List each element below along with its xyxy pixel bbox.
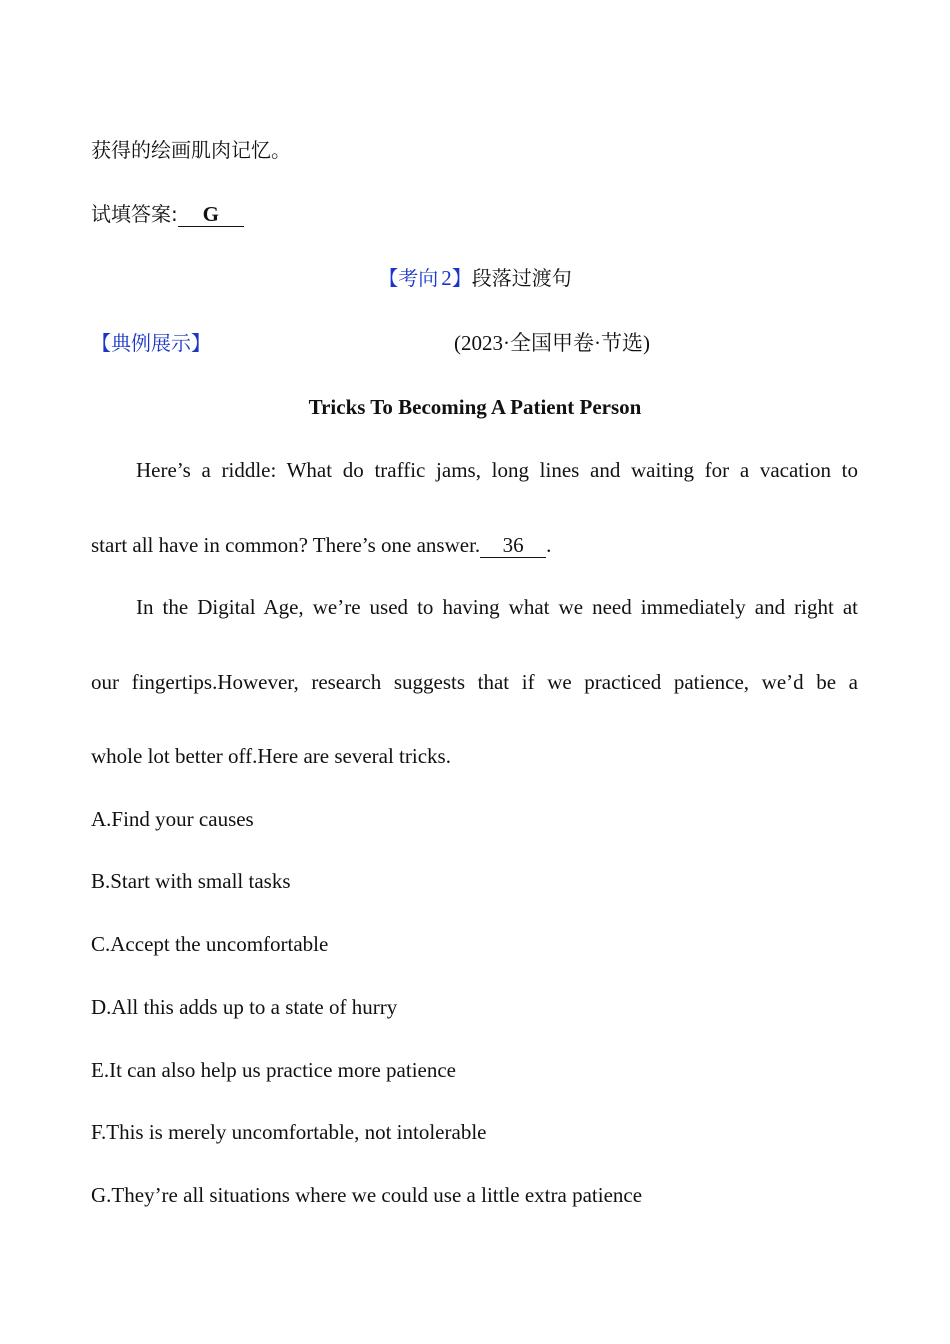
example-source: (2023·全国甲卷·节选) [454,331,650,355]
answer-row [91,200,244,228]
p1-end: . [546,533,552,557]
p2-line2: our fingertips.However, research suggests that if we practiced patience, we’d be a [91,670,858,694]
example-label: 【典例展示】 [91,331,211,355]
section-title: 段落过渡句 [471,266,572,290]
answer-value: G [178,202,244,227]
answer-label: 试填答案: [91,202,178,226]
p1-line1: Here’s a riddle: What do traffic jams, long lines and waiting for a vacation to [136,458,858,482]
article-title: Tricks To Becoming A Patient Person [308,395,642,419]
section-heading [0,264,950,292]
intro-tail-text: 获得的绘画肌肉记忆。 [91,138,291,162]
option-d: D.All this adds up to a state of hurry [91,995,398,1019]
option-g: G.They’re all situations where we could use a little extra patience [91,1183,643,1207]
option-e: E.It can also help us practice more patience [91,1058,456,1082]
p2-line1: In the Digital Age, we’re used to having what we need immediately and right at [136,595,858,619]
p1-line2 [91,531,551,559]
blank-36: 36 [480,533,546,558]
option-a: A.Find your causes [91,807,254,831]
section-bracket-open: 【 [378,266,399,290]
option-f: F.This is merely uncomfortable, not intolerable [91,1120,487,1144]
p2-line3: whole lot better off.Here are several tricks. [91,744,451,768]
option-c: C.Accept the uncomfortable [91,932,329,956]
section-tag: 考向 [398,266,439,290]
option-b: B.Start with small tasks [91,869,291,893]
section-num: 2 [441,266,452,290]
section-bracket-close: 】 [451,266,472,290]
p1-line2-text: start all have in common? There’s one answer. [91,533,481,557]
